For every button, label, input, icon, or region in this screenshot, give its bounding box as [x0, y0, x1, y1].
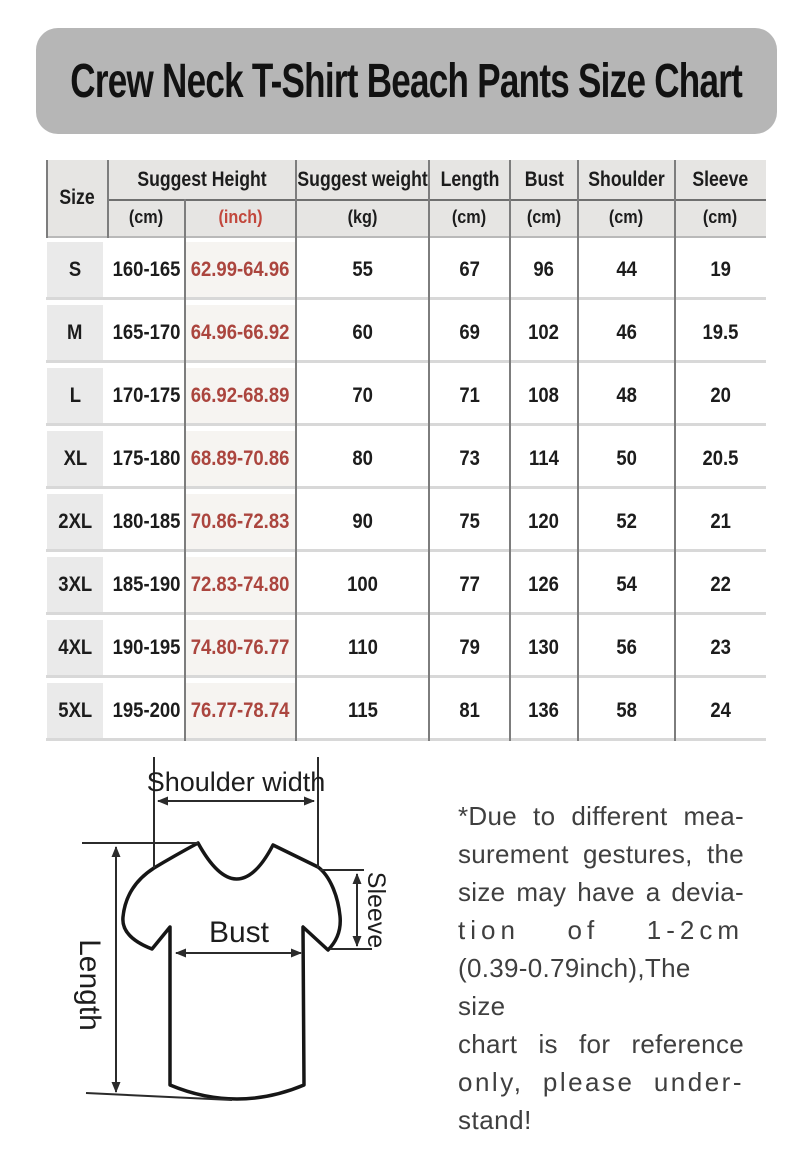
- weight-cell: 70: [352, 383, 373, 407]
- unit-length-cm: (cm): [452, 207, 487, 227]
- col-header-bust: Bust: [524, 167, 564, 191]
- shoulder-cell: 58: [616, 698, 637, 722]
- shoulder-cell: 44: [616, 257, 637, 281]
- height-inch-cell: 64.96-66.92: [185, 305, 296, 360]
- disclaimer-line: size may have a devia-: [458, 877, 744, 907]
- size-cell: [46, 683, 108, 738]
- sleeve-cell: 19: [710, 257, 731, 281]
- column-divider: [577, 160, 579, 741]
- height-inch-cell: 76.77-78.74: [185, 683, 296, 738]
- col-header-sleeve: Sleeve: [692, 167, 749, 191]
- size-chip: 2XL: [47, 494, 103, 549]
- size-chip: 3XL: [47, 557, 103, 612]
- unit-shoulder-cm: (cm): [609, 207, 644, 227]
- table-row: [46, 557, 766, 615]
- bust-label: Bust: [208, 916, 270, 949]
- sleeve-cell: 24: [710, 698, 731, 722]
- height-inch-cell: 72.83-74.80: [185, 557, 296, 612]
- size-cell: [46, 305, 108, 360]
- size-chart-table: [46, 160, 766, 746]
- weight-cell: 110: [347, 635, 378, 659]
- bust-cell: 136: [528, 698, 560, 722]
- length-cell: 75: [459, 509, 480, 533]
- unit-height-cm: (cm): [129, 207, 164, 227]
- sleeve-cell: 23: [710, 635, 731, 659]
- size-chip: XL: [47, 431, 103, 486]
- bust-cell: 108: [528, 383, 560, 407]
- sleeve-cell: 20: [710, 383, 731, 407]
- size-cell: [46, 368, 108, 423]
- size-cell: [46, 557, 108, 612]
- table-border-line: [46, 160, 48, 238]
- page-title: Crew Neck T-Shirt Beach Pants Size Chart: [70, 54, 743, 108]
- height-inch-cell: 70.86-72.83: [185, 494, 296, 549]
- height-cm-cell: 190-195: [112, 635, 181, 659]
- size-cell: [46, 620, 108, 675]
- height-cm-cell: 170-175: [112, 383, 181, 407]
- unit-sleeve-cm: (cm): [703, 207, 738, 227]
- shoulder-width-label: Shoulder width: [146, 767, 326, 797]
- disclaimer-note: [458, 797, 744, 1139]
- shoulder-cell: 56: [616, 635, 637, 659]
- height-inch-cell: 66.92-68.89: [185, 368, 296, 423]
- shoulder-cell: 46: [616, 320, 637, 344]
- size-chip: 4XL: [47, 620, 103, 675]
- disclaimer-line: chart is for reference: [458, 1029, 744, 1059]
- col-header-length: Length: [440, 167, 499, 191]
- size-chip: 5XL: [47, 683, 103, 738]
- shoulder-cell: 52: [616, 509, 637, 533]
- shoulder-cell: 50: [616, 446, 637, 470]
- sleeve-cell: 20.5: [702, 446, 739, 470]
- unit-bust-cm: (cm): [526, 207, 562, 227]
- size-chip: M: [47, 305, 103, 360]
- size-cell: [46, 242, 108, 297]
- weight-cell: 60: [352, 320, 373, 344]
- table-row: [46, 305, 766, 363]
- column-divider: [674, 160, 676, 741]
- size-cell: [46, 431, 108, 486]
- weight-cell: 90: [352, 509, 373, 533]
- sleeve-cell: 19.5: [702, 320, 739, 344]
- length-label: Length: [73, 939, 106, 1031]
- height-cm-cell: 165-170: [112, 320, 181, 344]
- column-divider: [107, 160, 109, 238]
- table-row: [46, 620, 766, 678]
- height-inch-cell: 68.89-70.86: [185, 431, 296, 486]
- header-divider-line: [108, 199, 766, 201]
- disclaimer-line: *Due to different mea-: [458, 801, 744, 831]
- weight-cell: 100: [347, 572, 378, 596]
- length-cell: 77: [459, 572, 480, 596]
- length-cell: 79: [459, 635, 480, 659]
- bust-cell: 126: [528, 572, 560, 596]
- unit-height-inch: (inch): [218, 207, 263, 227]
- size-cell: [46, 494, 108, 549]
- title-banner: [36, 28, 777, 134]
- table-row: [46, 368, 766, 426]
- length-cell: 67: [459, 257, 480, 281]
- shoulder-cell: 54: [616, 572, 637, 596]
- height-inch-cell: 62.99-64.96: [185, 242, 296, 297]
- height-cm-cell: 195-200: [112, 698, 181, 722]
- col-header-shoulder: Shoulder: [588, 167, 665, 191]
- sleeve-cell: 21: [710, 509, 731, 533]
- tshirt-measurement-diagram: [68, 755, 394, 1140]
- column-divider: [428, 160, 430, 741]
- disclaimer-line: surement gestures, the: [458, 839, 744, 869]
- length-cell: 71: [459, 383, 480, 407]
- disclaimer-line: stand!: [458, 1105, 532, 1135]
- table-row: [46, 494, 766, 552]
- col-header-suggest-height: Suggest Height: [137, 167, 267, 191]
- height-cm-cell: 180-185: [112, 509, 181, 533]
- column-divider: [184, 199, 186, 741]
- col-header-suggest-weight: Suggest weight: [297, 167, 428, 191]
- col-header-size: Size: [59, 186, 95, 209]
- height-cm-cell: 175-180: [112, 446, 181, 470]
- shoulder-cell: 48: [616, 383, 637, 407]
- unit-weight-kg: (kg): [347, 207, 378, 227]
- size-chip: L: [47, 368, 103, 423]
- bust-cell: 102: [528, 320, 560, 344]
- height-inch-cell: 74.80-76.77: [185, 620, 296, 675]
- table-row: [46, 683, 766, 741]
- column-divider: [295, 160, 297, 741]
- length-cell: 81: [459, 698, 480, 722]
- weight-cell: 115: [347, 698, 378, 722]
- weight-cell: 80: [352, 446, 373, 470]
- disclaimer-line: only, please under-: [458, 1067, 744, 1097]
- bust-cell: 130: [528, 635, 560, 659]
- table-header: [46, 160, 766, 238]
- disclaimer-line: (0.39-0.79inch),The size: [458, 953, 691, 1021]
- height-cm-cell: 185-190: [112, 572, 181, 596]
- size-chip: S: [47, 242, 103, 297]
- bust-cell: 120: [528, 509, 560, 533]
- weight-cell: 55: [352, 257, 373, 281]
- length-cell: 69: [459, 320, 480, 344]
- tshirt-outline: [123, 843, 340, 1099]
- bust-cell: 96: [533, 257, 555, 281]
- height-cm-cell: 160-165: [112, 257, 181, 281]
- bust-cell: 114: [529, 446, 559, 470]
- sleeve-label: Sleeve: [362, 871, 390, 949]
- disclaimer-line: tion of 1-2cm: [458, 915, 744, 945]
- column-divider: [509, 160, 511, 741]
- table-row: [46, 242, 766, 300]
- length-cell: 73: [459, 446, 480, 470]
- table-row: [46, 431, 766, 489]
- sleeve-cell: 22: [710, 572, 731, 596]
